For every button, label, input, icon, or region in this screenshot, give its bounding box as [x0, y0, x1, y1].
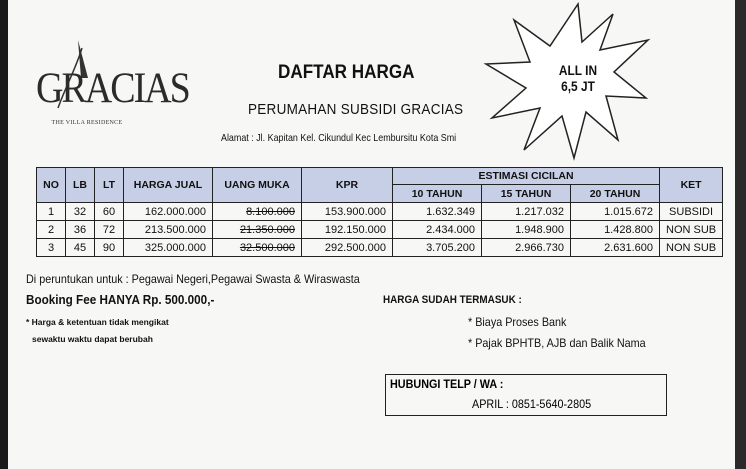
table-row	[37, 239, 723, 257]
col-15-tahun: 15 TAHUN	[482, 185, 571, 203]
disclaimer-line-1: * Harga & ketentuan tidak mengikat	[26, 317, 169, 327]
contact-phone[interactable]: APRIL : 0851-5640-2805	[472, 397, 592, 411]
page-subtitle: PERUMAHAN SUBSIDI GRACIAS	[248, 101, 464, 118]
contact-box	[385, 374, 667, 416]
price-list-document	[8, 0, 735, 469]
cell-lb: 36	[66, 221, 95, 239]
promo-line-2: 6,5 JT	[561, 78, 595, 94]
cell-15-tahun: 1.217.032	[482, 203, 571, 221]
col-lb: LB	[66, 168, 95, 203]
col-uang-muka: UANG MUKA	[213, 168, 302, 203]
cell-no: 3	[37, 239, 66, 257]
cell-harga-jual: 325.000.000	[124, 239, 213, 257]
col-kpr: KPR	[302, 168, 393, 203]
cell-10-tahun: 2.434.000	[393, 221, 482, 239]
gracias-logo	[36, 38, 189, 130]
col-no: NO	[37, 168, 66, 203]
cell-ket: NON SUB	[660, 221, 723, 239]
disclaimer-line-2: sewaktu waktu dapat berubah	[32, 334, 153, 344]
cell-20-tahun: 1.428.800	[571, 221, 660, 239]
cell-lt: 90	[95, 239, 124, 257]
cell-20-tahun: 2.631.600	[571, 239, 660, 257]
included-item-tax: * Pajak BPHTB, AJB dan Balik Nama	[468, 336, 646, 350]
cell-no: 1	[37, 203, 66, 221]
cell-ket: NON SUB	[660, 239, 723, 257]
cell-kpr: 153.900.000	[302, 203, 393, 221]
cell-harga-jual: 162.000.000	[124, 203, 213, 221]
price-table	[36, 167, 723, 257]
booking-fee-note: Booking Fee HANYA Rp. 500.000,-	[26, 292, 215, 307]
cell-uang-muka: 8.100.000	[213, 203, 302, 221]
cell-lt: 72	[95, 221, 124, 239]
cell-lb: 45	[66, 239, 95, 257]
cell-15-tahun: 1.948.900	[482, 221, 571, 239]
cell-no: 2	[37, 221, 66, 239]
col-20-tahun: 20 TAHUN	[571, 185, 660, 203]
contact-title: HUBUNGI TELP / WA :	[390, 377, 504, 391]
cell-15-tahun: 2.966.730	[482, 239, 571, 257]
table-row	[37, 221, 723, 239]
col-harga-jual: HARGA JUAL	[124, 168, 213, 203]
cell-lb: 32	[66, 203, 95, 221]
cell-20-tahun: 1.015.672	[571, 203, 660, 221]
col-lt: LT	[95, 168, 124, 203]
col-estimasi-cicilan: ESTIMASI CICILAN	[393, 168, 660, 185]
col-ket: KET	[660, 168, 723, 203]
cell-kpr: 192.150.000	[302, 221, 393, 239]
included-title: HARGA SUDAH TERMASUK :	[383, 294, 522, 306]
cell-harga-jual: 213.500.000	[124, 221, 213, 239]
page-title: DAFTAR HARGA	[278, 62, 415, 83]
included-item-bank-fee: * Biaya Proses Bank	[468, 315, 567, 329]
promo-text	[553, 62, 604, 94]
cell-kpr: 292.500.000	[302, 239, 393, 257]
cell-uang-muka: 21.350.000	[213, 221, 302, 239]
cell-lt: 60	[95, 203, 124, 221]
cell-10-tahun: 3.705.200	[393, 239, 482, 257]
cell-10-tahun: 1.632.349	[393, 203, 482, 221]
address-line: Alamat : Jl. Kapitan Kel. Cikundul Kec Lembursitu Kota Smi	[221, 132, 457, 144]
target-audience-note: Di peruntukan untuk : Pegawai Negeri,Pegawai Swasta & Wiraswasta	[26, 272, 360, 286]
promo-line-1: ALL IN	[558, 62, 598, 78]
col-10-tahun: 10 TAHUN	[393, 185, 482, 203]
cell-ket: SUBSIDI	[660, 203, 723, 221]
cell-uang-muka: 32.500.000	[213, 239, 302, 257]
scan-border	[735, 0, 746, 469]
logo-wordmark: GRACIAS	[36, 63, 189, 113]
table-row	[37, 203, 723, 221]
logo-tagline: THE VILLA RESIDENCE	[51, 120, 123, 126]
